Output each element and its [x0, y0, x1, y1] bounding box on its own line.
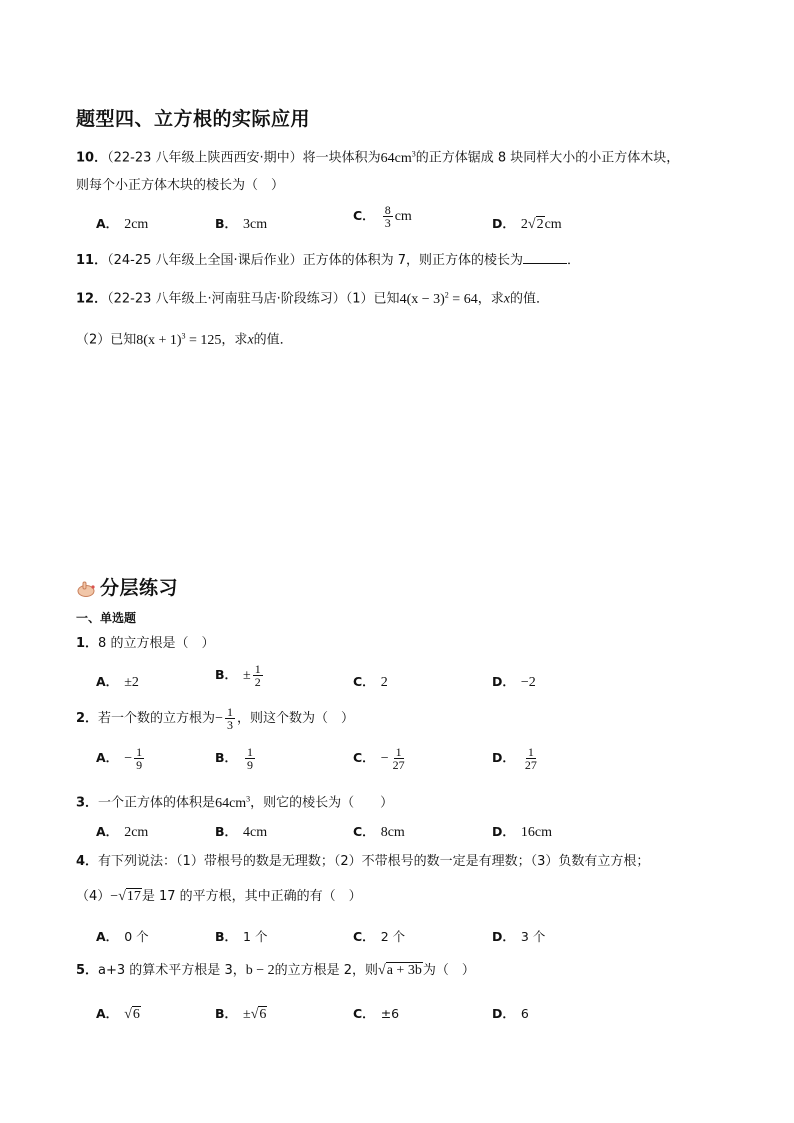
option-a — [96, 1004, 141, 1023]
option-value: 3cm — [243, 217, 268, 232]
sign: − — [110, 889, 119, 904]
option-label: B． — [215, 929, 238, 944]
hand-icon — [76, 581, 96, 597]
denominator: 2 — [254, 675, 261, 689]
option-value: 1 个 — [243, 929, 268, 944]
option-d — [492, 1004, 529, 1022]
option-label: C． — [353, 750, 375, 765]
volume — [215, 796, 250, 811]
equation-lhs: 4(x − 3) — [399, 291, 445, 307]
part-label: （1）已知 — [345, 291, 400, 307]
question-number: 10． — [76, 150, 108, 166]
question-11 — [76, 251, 580, 269]
option-label: A． — [96, 674, 119, 689]
option-b — [215, 746, 257, 771]
answer-blank[interactable] — [523, 251, 567, 264]
option-label: A． — [96, 1006, 119, 1021]
radicand: 6 — [259, 1007, 267, 1022]
sign: − — [124, 751, 133, 766]
variable: x — [247, 332, 254, 348]
question-text: 将一块体积为 — [302, 150, 381, 166]
question-4-line2 — [76, 889, 362, 905]
question-12 — [76, 287, 549, 308]
question-10-line2: 则每个小正方体木块的棱长为（ ） — [76, 178, 285, 193]
question-source: （22-23 八年级上·河南驻马店·阶段练习） — [107, 291, 346, 307]
section-title: 题型四、立方根的实际应用 — [76, 108, 311, 130]
layer-practice-title — [76, 573, 178, 600]
option-c — [353, 1004, 399, 1022]
option-c — [353, 672, 388, 691]
denominator: 27 — [392, 758, 405, 772]
question-text: 一个正方体的体积是 — [98, 795, 216, 811]
question-number: 4． — [76, 854, 99, 869]
option-d — [492, 822, 552, 841]
option-d — [492, 214, 562, 233]
option-label: C． — [353, 1006, 375, 1021]
option-value: ±6 — [380, 1006, 400, 1021]
fraction — [253, 663, 263, 688]
volume-value: 64cm — [215, 795, 247, 811]
volume-exponent: 3 — [411, 149, 416, 158]
equation-exponent: 2 — [444, 290, 449, 299]
option-label: D． — [492, 929, 515, 944]
option-value: 2cm — [124, 217, 149, 232]
question-number: 11． — [76, 253, 108, 268]
option-label: D． — [492, 750, 515, 765]
option-label: C． — [353, 674, 375, 689]
question-text: 的值． — [253, 332, 293, 348]
option-value: 4cm — [243, 825, 268, 840]
sign: ± — [243, 668, 251, 683]
sqrt: √6 — [124, 1007, 140, 1022]
question-text: 有下列说法：（1）带根号的数是无理数；（2）不带根号的数一定是有理数；（3）负数有立方根； — [98, 854, 650, 869]
question-12-part2 — [76, 328, 293, 349]
option-label: D． — [492, 216, 515, 231]
equation — [400, 292, 478, 307]
denominator: 3 — [226, 718, 233, 732]
unit: cm — [394, 209, 412, 224]
option-label: B． — [215, 824, 238, 839]
question-text: ，求 — [221, 332, 248, 348]
option-value: 2cm — [124, 825, 149, 840]
denominator: 9 — [136, 758, 143, 772]
sqrt: √6 — [250, 1007, 267, 1022]
denominator: 3 — [384, 216, 391, 230]
question-2 — [76, 706, 354, 731]
numerator: 1 — [527, 745, 534, 759]
equation — [136, 333, 221, 348]
unit: cm — [544, 217, 562, 232]
question-text: a+3 的算术平方根是 3， — [98, 963, 246, 978]
option-label: B． — [215, 750, 238, 765]
question-4 — [76, 854, 649, 870]
option-value: ±2 — [124, 675, 139, 690]
option-value: −2 — [520, 675, 536, 690]
sqrt: √a + 3b — [378, 963, 422, 978]
option-b — [215, 214, 267, 233]
option-label: C． — [353, 929, 375, 944]
numerator: 1 — [136, 745, 143, 759]
question-text: ，则它的棱长为（ ） — [250, 795, 394, 811]
volume-value: 64cm — [380, 150, 412, 166]
option-value: 2 个 — [380, 929, 406, 944]
option-label: B． — [215, 216, 238, 231]
question-5 — [76, 963, 475, 979]
question-text: ，则这个数为（ ） — [236, 711, 354, 726]
equation-exponent: 3 — [181, 331, 186, 340]
question-source: （24-25 八年级上全国·课后作业） — [107, 253, 303, 268]
numerator: 1 — [247, 745, 254, 759]
option-label: A． — [96, 824, 119, 839]
option-label: D． — [492, 674, 515, 689]
question-text: 若一个数的立方根为 — [98, 711, 216, 726]
radicand: 17 — [126, 889, 141, 904]
option-value: 2 — [380, 675, 388, 690]
option-value: 0 个 — [124, 929, 149, 944]
fraction — [383, 204, 393, 229]
volume-exponent: 3 — [246, 794, 251, 803]
option-value: 6 — [520, 1006, 529, 1021]
question-end: ． — [567, 253, 581, 268]
radicand: 6 — [132, 1007, 140, 1022]
sign: − — [380, 751, 389, 766]
question-text: 的正方体锯成 8 块同样大小的小正方体木块， — [415, 150, 680, 166]
option-a — [96, 214, 148, 233]
option-c — [353, 746, 409, 771]
option-label: B． — [215, 667, 238, 682]
option-b — [215, 663, 265, 688]
option-label: A． — [96, 216, 119, 231]
question-text: ，求 — [477, 291, 504, 307]
option-value: 3 个 — [520, 929, 546, 944]
question-number: 3． — [76, 795, 99, 811]
fraction — [391, 746, 407, 771]
question-text: 为（ ） — [422, 963, 475, 978]
sqrt: √2 — [527, 217, 544, 232]
numerator: 1 — [226, 705, 233, 719]
sign: − — [215, 711, 223, 726]
question-1 — [76, 636, 214, 652]
question-number: 1． — [76, 636, 99, 651]
question-text: 的立方根是 2，则 — [274, 963, 379, 978]
option-value: 8cm — [380, 825, 405, 840]
fraction — [225, 706, 235, 731]
question-source: （22-23 八年级上陕西西安·期中） — [107, 150, 303, 166]
fraction — [245, 746, 255, 771]
section-heading: 分层练习 — [100, 577, 179, 599]
expression: b − 2 — [245, 963, 275, 978]
sqrt: √17 — [118, 889, 141, 904]
option-label: C． — [353, 208, 375, 223]
option-label: B． — [215, 1006, 238, 1021]
option-c — [353, 822, 405, 841]
coefficient: 2 — [520, 217, 528, 232]
question-3 — [76, 791, 393, 812]
numerator: 1 — [395, 745, 402, 759]
option-label: A． — [96, 750, 119, 765]
part-label: （4） — [76, 889, 111, 904]
fraction — [134, 746, 144, 771]
numerator: 8 — [384, 203, 391, 217]
denominator: 9 — [247, 758, 254, 772]
question-text: 的值． — [509, 291, 549, 307]
question-number: 5． — [76, 963, 99, 978]
sign: ± — [243, 1007, 251, 1022]
question-number: 12． — [76, 291, 108, 307]
volume — [381, 151, 416, 166]
question-number: 2． — [76, 711, 99, 726]
question-text: 正方体的体积为 7，则正方体的棱长为 — [302, 253, 524, 268]
numerator: 1 — [254, 662, 261, 676]
option-c — [353, 204, 412, 229]
denominator: 27 — [524, 758, 537, 772]
option-d — [492, 927, 545, 945]
option-a — [96, 927, 149, 945]
question-10 — [76, 146, 679, 167]
option-a — [96, 746, 146, 771]
question-text: 8 的立方根是（ ） — [98, 636, 215, 651]
equation-rhs: = 125 — [185, 332, 222, 348]
fraction — [523, 746, 539, 771]
option-d — [492, 746, 541, 771]
part-label: （2）已知 — [76, 332, 137, 348]
option-label: C． — [353, 824, 375, 839]
option-b — [215, 927, 267, 945]
subsection-title: 一、单选题 — [76, 611, 137, 625]
equation-lhs: 8(x + 1) — [136, 332, 182, 348]
option-b — [215, 822, 267, 841]
option-a — [96, 672, 139, 691]
option-a — [96, 822, 148, 841]
option-value: 16cm — [520, 825, 552, 840]
option-label: A． — [96, 929, 119, 944]
radicand: 2 — [536, 217, 544, 232]
radicand: a + 3b — [386, 963, 422, 978]
option-c — [353, 927, 405, 945]
question-text: 是 17 的平方根，其中正确的有（ ） — [141, 889, 362, 904]
option-d — [492, 672, 536, 691]
option-b — [215, 1004, 267, 1023]
option-label: D． — [492, 1006, 515, 1021]
equation-rhs: = 64 — [448, 291, 478, 307]
variable: x — [503, 291, 510, 307]
option-label: D． — [492, 824, 515, 839]
